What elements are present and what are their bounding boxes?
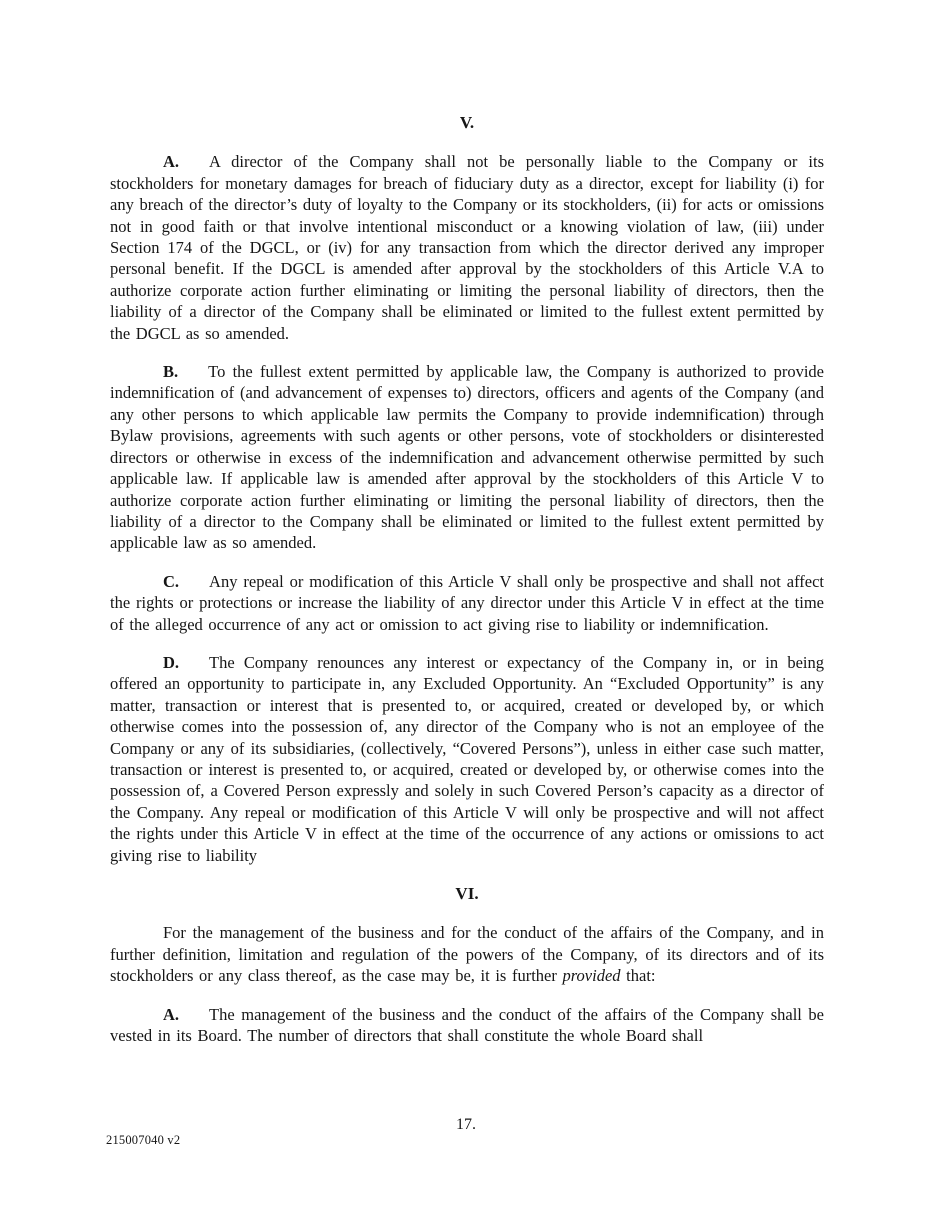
vi-paragraph-label-a: A. — [163, 1004, 180, 1024]
paragraph-text-c: Any repeal or modification of this Article V shall only be prospective and shall not affect the rights or protections or increase the liability of any director under this Article V in effect at the time of the alleged occurrence of any act or omission to act giving rise to liability or indemnification. — [110, 571, 824, 634]
vi-paragraph-text-a: The management of the business and the conduct of the affairs of the Company shall be vested in its Board. The number of directors that shall constitute the whole Board shall — [110, 1004, 824, 1046]
paragraph-label-b: B. — [163, 362, 179, 382]
article-v-heading: V. — [459, 113, 475, 132]
paragraph-label-d: D. — [163, 652, 180, 672]
paragraph-text-a: A director of the Company shall not be personally liable to the Company or its stockholders for monetary damages for breach of fiduciary duty as a director, except for liability (i) for any breach of the director’s duty of loyalty to the Company or its stockholders, (ii) for acts or omissions not in good faith or that involve intentional misconduct or a knowing violation of law, (iii) under Section 174 of the DGCL, or (iv) for any transaction from which the director derived any improper personal benefit. If the DGCL is amended after approval by the stockholders of this Article V.A to authorize corporate action further eliminating or limiting the personal liability of directors, then the liability of a director of the Company shall be eliminated or limited to the fullest extent permitted by the DGCL as so amended. — [110, 152, 824, 343]
article-v-paragraph-a — [110, 151, 824, 344]
article-vi-intro-paragraph — [110, 922, 824, 986]
paragraph-label-c: C. — [163, 571, 180, 591]
article-vi-heading: VI. — [455, 884, 479, 903]
article-v-paragraph-d — [110, 652, 824, 866]
paragraph-text-d: The Company renounces any interest or expectancy of the Company in, or in being offered an opportunity to participate in, any Excluded Opportunity. An “Excluded Opportunity” is any matter, transaction or interest that is presented to, or acquired, created or developed by, or which otherwise comes into the possession of, any director of the Company who is not an employee of the Company or any of its subsidiaries, (collectively, “Covered Persons”), unless in either case such matter, transaction or interest is presented to, or acquired, created or developed by, or otherwise comes into the possession of, a Covered Person expressly and solely in such Covered Person’s capacity as a director of the Company. Any repeal or modification of this Article V will only be prospective and will not affect the rights under this Article V in effect at the time of the occurrence of any actions or omissions to act giving rise to liability — [110, 652, 824, 865]
page-number: 17. — [456, 1116, 476, 1133]
paragraph-text-b: To the fullest extent permitted by applicable law, the Company is authorized to provide indemnification of (and advancement of expenses to) directors, officers and agents of the Company (and any other persons to which applicable law permits the Company to provide indemnification) through Bylaw provisions, agreements with such agents or other persons, vote of stockholders or disinterested directors or otherwise in excess of the indemnification and advancement otherwise permitted by such applicable law. If applicable law is amended after approval by the stockholders of this Article V to authorize corporate action further eliminating or limiting the personal liability of directors, then the liability of a director to the Company shall be eliminated or limited to the fullest extent permitted by applicable law as so amended. — [110, 362, 824, 553]
article-vi-paragraph-a — [110, 1004, 824, 1047]
article-v-paragraph-c — [110, 571, 824, 635]
intro-text-before: For the management of the business and for the conduct of the affairs of the Company, and in further definition, limitation and regulation of the powers of the Company, of its directors and of its stockholders or any class thereof, as the case may be, it is further — [110, 923, 824, 986]
intro-text-after: that: — [620, 966, 656, 986]
intro-italic-word: provided — [562, 966, 621, 986]
article-v-paragraph-b — [110, 361, 824, 554]
paragraph-label-a: A. — [163, 152, 180, 172]
document-id-footer: 215007040 v2 — [106, 1133, 181, 1147]
